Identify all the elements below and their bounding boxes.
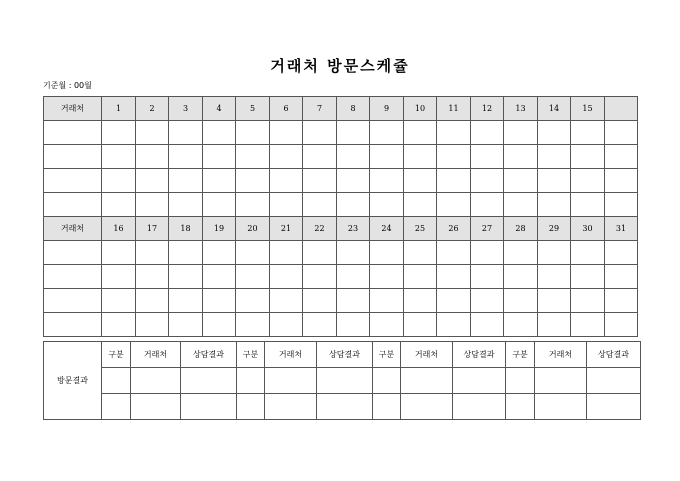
consult-result-header: 상담결과 (587, 342, 641, 368)
day-header: 27 (471, 217, 504, 241)
document-title: 거래처 방문스케쥴 (270, 57, 410, 75)
visit-result-entry-row (44, 368, 641, 394)
client-header: 거래처 (401, 342, 453, 368)
day-header: 10 (404, 97, 437, 121)
day-header: 31 (605, 217, 638, 241)
day-header: 25 (404, 217, 437, 241)
visit-result-entry-row (44, 394, 641, 420)
visit-result-header-row (44, 342, 641, 368)
day-header: 15 (571, 97, 605, 121)
base-month-label: 기준월 : 00월 (43, 81, 92, 90)
consult-result-header: 상담결과 (453, 342, 506, 368)
schedule-table (43, 96, 638, 337)
schedule-entry-row (44, 265, 638, 289)
day-header: 7 (303, 97, 337, 121)
schedule-entry-row (44, 241, 638, 265)
day-header: 20 (236, 217, 270, 241)
gubun-header: 구분 (237, 342, 265, 368)
consult-result-header: 상담결과 (317, 342, 373, 368)
schedule-entry-row (44, 289, 638, 313)
visit-result-label: 방문결과 (44, 342, 102, 420)
schedule-header-row-2 (44, 217, 638, 241)
day-header: 22 (303, 217, 337, 241)
client-header: 거래처 (131, 342, 181, 368)
schedule-entry-row (44, 169, 638, 193)
schedule-entry-row (44, 313, 638, 337)
day-header: 30 (571, 217, 605, 241)
day-header: 28 (504, 217, 538, 241)
client-header: 거래처 (44, 97, 102, 121)
consult-result-header: 상담결과 (181, 342, 237, 368)
client-header: 거래처 (44, 217, 102, 241)
day-header: 21 (270, 217, 303, 241)
day-header: 16 (102, 217, 136, 241)
day-header: 17 (136, 217, 169, 241)
day-header: 6 (270, 97, 303, 121)
day-header: 26 (437, 217, 471, 241)
gubun-header: 구분 (373, 342, 401, 368)
gubun-header: 구분 (506, 342, 535, 368)
day-header: 8 (337, 97, 370, 121)
day-header: 24 (370, 217, 404, 241)
day-header: 29 (538, 217, 571, 241)
schedule-entry-row (44, 145, 638, 169)
client-header: 거래처 (265, 342, 317, 368)
schedule-entry-row (44, 121, 638, 145)
day-header: 11 (437, 97, 471, 121)
schedule-entry-row (44, 193, 638, 217)
gubun-header: 구분 (102, 342, 131, 368)
day-header: 13 (504, 97, 538, 121)
day-header: 12 (471, 97, 504, 121)
day-header: 9 (370, 97, 404, 121)
client-header: 거래처 (535, 342, 587, 368)
day-header: 1 (102, 97, 136, 121)
day-header: 2 (136, 97, 169, 121)
schedule-header-row-1 (44, 97, 638, 121)
day-header: 14 (538, 97, 571, 121)
day-header: 4 (203, 97, 236, 121)
day-header: 3 (169, 97, 203, 121)
visit-result-table (43, 341, 641, 420)
day-header: 23 (337, 217, 370, 241)
day-header (605, 97, 638, 121)
day-header: 5 (236, 97, 270, 121)
day-header: 18 (169, 217, 203, 241)
day-header: 19 (203, 217, 236, 241)
